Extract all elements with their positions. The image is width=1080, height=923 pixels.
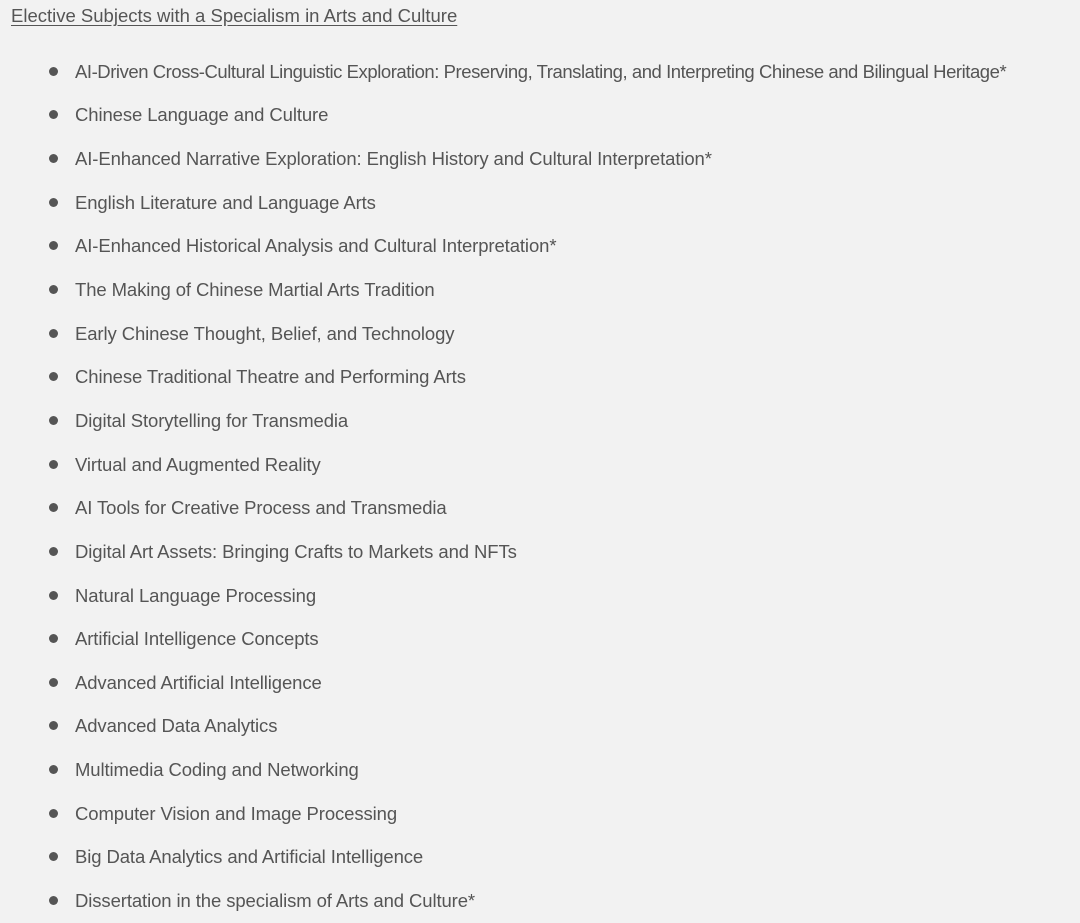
bullet-icon — [49, 460, 58, 469]
subject-label: AI-Enhanced Historical Analysis and Cultural Interpretation* — [75, 235, 557, 257]
subject-label: Multimedia Coding and Networking — [75, 759, 359, 781]
bullet-icon — [49, 591, 58, 600]
subject-label: Big Data Analytics and Artificial Intelligence — [75, 846, 424, 868]
bullet-icon — [49, 372, 58, 381]
subject-label: Advanced Artificial Intelligence — [75, 671, 322, 693]
subject-label: AI-Enhanced Narrative Exploration: English History and Cultural Interpretation* — [75, 148, 712, 170]
bullet-icon — [49, 416, 58, 425]
bullet-icon — [49, 721, 58, 730]
bullet-icon — [49, 241, 58, 250]
subject-label: English Literature and Language Arts — [75, 191, 376, 213]
subject-label: Computer Vision and Image Processing — [75, 802, 398, 824]
bullet-icon — [49, 285, 58, 294]
bullet-icon — [49, 547, 58, 556]
bullet-icon — [49, 765, 58, 774]
bullet-icon — [49, 503, 58, 512]
subject-label: Digital Art Assets: Bringing Crafts to Markets and NFTs — [75, 540, 517, 562]
subject-label: Early Chinese Thought, Belief, and Technology — [75, 322, 455, 344]
bullet-icon — [49, 198, 58, 207]
bullet-icon — [49, 634, 58, 643]
subject-label: Chinese Traditional Theatre and Performing Arts — [75, 366, 466, 388]
bullet-icon — [49, 852, 58, 861]
subject-label: Digital Storytelling for Transmedia — [75, 409, 349, 431]
bullet-icon — [49, 896, 58, 905]
subject-label: Virtual and Augmented Reality — [75, 453, 321, 475]
subject-label: The Making of Chinese Martial Arts Tradition — [75, 279, 435, 301]
subject-label: Artificial Intelligence Concepts — [75, 628, 319, 650]
section-heading: Elective Subjects with a Specialism in Arts and Culture — [11, 5, 458, 26]
subject-label: Dissertation in the specialism of Arts and Culture* — [75, 889, 476, 911]
subject-label: Advanced Data Analytics — [75, 715, 278, 737]
subject-label: Natural Language Processing — [75, 584, 317, 606]
subject-label: AI-Driven Cross-Cultural Linguistic Exploration: Preserving, Translating, and Interpreting Chinese and Bilingual Heritage* — [75, 60, 1007, 82]
bullet-icon — [49, 110, 58, 119]
subject-label: AI Tools for Creative Process and Transmedia — [75, 497, 447, 519]
bullet-icon — [49, 809, 58, 818]
bullet-icon — [49, 678, 58, 687]
subject-label: Chinese Language and Culture — [75, 104, 329, 126]
bullet-icon — [49, 154, 58, 163]
bullet-icon — [49, 67, 58, 76]
bullet-icon — [49, 329, 58, 338]
